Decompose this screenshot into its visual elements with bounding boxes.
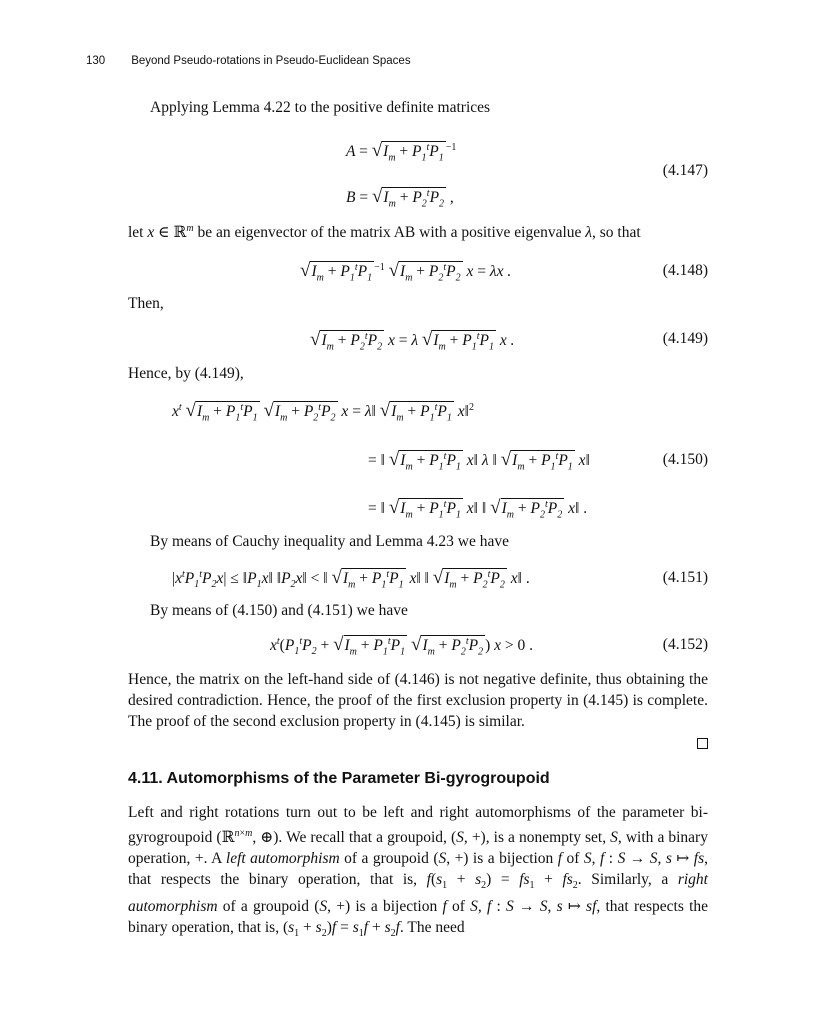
intro-text: Applying Lemma 4.22 to the positive definite matrices <box>150 99 491 116</box>
eq-number-4150: (4.150) <box>662 451 708 468</box>
cauchy-text: By means of Cauchy inequality and Lemma 4.23 we have <box>150 533 509 550</box>
eq-number-4151: (4.151) <box>662 569 708 586</box>
equation-A: $A = √I_m + P_1^tP_1^{-1}$ <box>346 140 457 164</box>
equation-4151: $|x^tP_1^tP_2x|$ ≤ $‖P_1x‖$ $‖P_2x‖$ < ‖ $√I_m + P_1^tP_1$ x‖ ‖ $√I_m + P_2^tP_2$ x‖ . <box>172 567 530 591</box>
equation-4148: $√I_m + P_1^tP_1^{-1}$ $√I_m + P_2^tP_2$ x = λx . <box>300 260 512 284</box>
equation-4152: $x^t(P_1^tP_2 + √I_m + P_1^tP_1$ $√I_m + P_2^tP_2$ ) x > 0 . <box>270 634 533 658</box>
equation-B: $B = √I_m + P_2^tP_2$ , <box>346 186 454 210</box>
equation-4149: $√I_m + P_2^tP_2$ x = λ $√I_m + P_1^tP_1$ x . <box>310 329 515 353</box>
then-text: Then, <box>128 295 164 312</box>
eq-number-4152: (4.152) <box>662 636 708 653</box>
final-paragraph: Left and right rotations turn out to be left and right automorphisms of the parameter bi-gyrogroupoid (ℝ$^{n\times m}$, ⊕). We recall that a groupoid, (S, +), is a nonempty set, S, with a binary operation, +. A left automorphism of a groupoid (S, +) is a bijection f of S, f : S → S, s ↦ fs, that respects the binary operation, that is, $f(s_1 + s_2) = fs_1 + fs_2$. Similarly, a right automorphism of a groupoid (S, +) is a bijection f of S, f : S → S, s ↦ sf, that respects the binary operation, that is, $(s_1 + s_2)f = s_1f + s_2f$. The need <box>128 804 709 940</box>
qed-symbol <box>697 738 708 749</box>
by-means-2-text: By means of (4.150) and (4.151) we have <box>150 602 408 619</box>
conclusion-paragraph: Hence, the matrix on the left-hand side of (4.146) is not negative definite, thus obtaining the desired contradiction. Hence, the proof of the first exclusion property in (4.145) is complete. The proof of the second exclusion property in (4.145) is similar. <box>128 671 708 730</box>
hence-by-text: Hence, by (4.149), <box>128 365 244 382</box>
section-heading: 4.11. Automorphisms of the Parameter Bi-gyrogroupoid <box>128 770 550 787</box>
page-number: 130 <box>86 55 106 67</box>
eq-number-4147: (4.147) <box>662 162 708 179</box>
equation-4150-line3: = ‖ $√I_m + P_1^tP_1$ x‖ ‖ $√I_m + P_2^tP_2$ x‖ . <box>368 497 588 521</box>
running-title: Beyond Pseudo-rotations in Pseudo-Euclidean Spaces <box>131 55 411 67</box>
let-line: let x ∈ ℝ$^m$ be an eigenvector of the matrix AB with a positive eigenvalue λ, so that <box>128 223 641 242</box>
eq-number-4149: (4.149) <box>662 330 708 347</box>
equation-4150-line2: = ‖ $√I_m + P_1^tP_1$ x‖ λ ‖ $√I_m + P_1^tP_1$ x‖ <box>368 449 590 473</box>
running-header <box>86 55 411 67</box>
equation-4150-line1: $x^t$ $√I_m + P_1^tP_1$ $√I_m + P_2^tP_2$ x = λ‖ $√I_m + P_1^tP_1$ x‖$^2$ <box>172 400 474 424</box>
eq-number-4148: (4.148) <box>662 262 708 279</box>
